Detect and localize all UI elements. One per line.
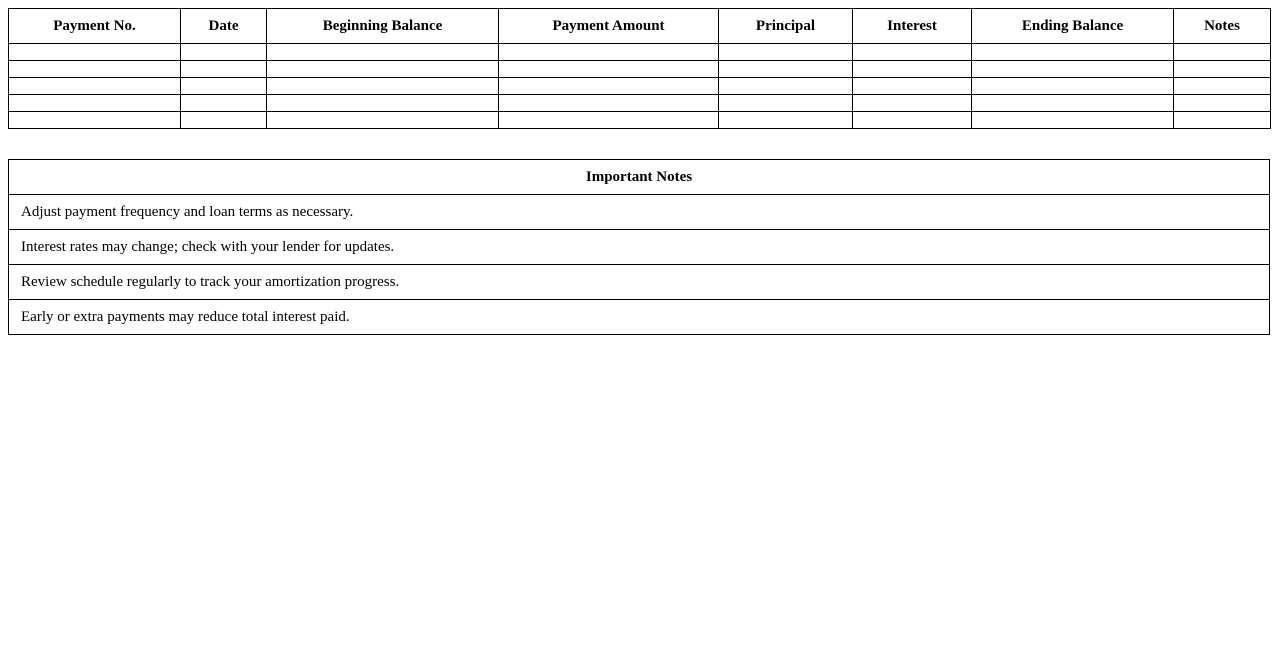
table-row bbox=[9, 44, 1271, 61]
table-cell bbox=[719, 61, 853, 78]
table-cell bbox=[1174, 61, 1271, 78]
table-cell bbox=[853, 61, 972, 78]
table-cell bbox=[853, 112, 972, 129]
header-notes: Notes bbox=[1174, 9, 1271, 44]
table-cell bbox=[181, 112, 267, 129]
header-beginning-balance: Beginning Balance bbox=[267, 9, 499, 44]
table-body bbox=[9, 44, 1271, 129]
table-cell bbox=[972, 112, 1174, 129]
table-row bbox=[9, 78, 1271, 95]
note-row bbox=[9, 195, 1270, 230]
amortization-schedule-table bbox=[8, 8, 1271, 129]
table-cell bbox=[9, 78, 181, 95]
header-payment-amount: Payment Amount bbox=[499, 9, 719, 44]
table-cell bbox=[1174, 78, 1271, 95]
table-cell bbox=[181, 95, 267, 112]
table-cell bbox=[499, 61, 719, 78]
table-cell bbox=[853, 44, 972, 61]
table-cell bbox=[972, 44, 1174, 61]
table-cell bbox=[9, 61, 181, 78]
note-row bbox=[9, 265, 1270, 300]
table-row bbox=[9, 61, 1271, 78]
header-principal: Principal bbox=[719, 9, 853, 44]
table-cell bbox=[853, 78, 972, 95]
table-cell bbox=[267, 61, 499, 78]
table-cell bbox=[499, 95, 719, 112]
header-ending-balance: Ending Balance bbox=[972, 9, 1174, 44]
table-header-row bbox=[9, 9, 1271, 44]
notes-header-row bbox=[9, 160, 1270, 195]
table-cell bbox=[181, 78, 267, 95]
table-cell bbox=[9, 95, 181, 112]
table-cell bbox=[181, 61, 267, 78]
table-cell bbox=[181, 44, 267, 61]
notes-title: Important Notes bbox=[9, 160, 1270, 195]
header-interest: Interest bbox=[853, 9, 972, 44]
table-cell bbox=[719, 112, 853, 129]
table-cell bbox=[267, 78, 499, 95]
table-cell bbox=[853, 95, 972, 112]
note-row bbox=[9, 230, 1270, 265]
table-cell bbox=[719, 78, 853, 95]
table-cell bbox=[9, 44, 181, 61]
note-text: Adjust payment frequency and loan terms as necessary. bbox=[9, 195, 1270, 230]
note-text: Interest rates may change; check with your lender for updates. bbox=[9, 230, 1270, 265]
table-row bbox=[9, 112, 1271, 129]
table-cell bbox=[1174, 44, 1271, 61]
table-cell bbox=[972, 95, 1174, 112]
table-cell bbox=[499, 78, 719, 95]
table-cell bbox=[719, 95, 853, 112]
header-date: Date bbox=[181, 9, 267, 44]
table-cell bbox=[267, 95, 499, 112]
header-payment-no: Payment No. bbox=[9, 9, 181, 44]
table-cell bbox=[267, 112, 499, 129]
note-text: Review schedule regularly to track your amortization progress. bbox=[9, 265, 1270, 300]
table-row bbox=[9, 95, 1271, 112]
note-text: Early or extra payments may reduce total interest paid. bbox=[9, 300, 1270, 335]
table-cell bbox=[267, 44, 499, 61]
table-cell bbox=[499, 44, 719, 61]
table-cell bbox=[972, 61, 1174, 78]
table-cell bbox=[1174, 112, 1271, 129]
table-cell bbox=[972, 78, 1174, 95]
table-cell bbox=[719, 44, 853, 61]
table-cell bbox=[1174, 95, 1271, 112]
table-cell bbox=[499, 112, 719, 129]
table-cell bbox=[9, 112, 181, 129]
note-row bbox=[9, 300, 1270, 335]
important-notes-table bbox=[8, 159, 1270, 335]
